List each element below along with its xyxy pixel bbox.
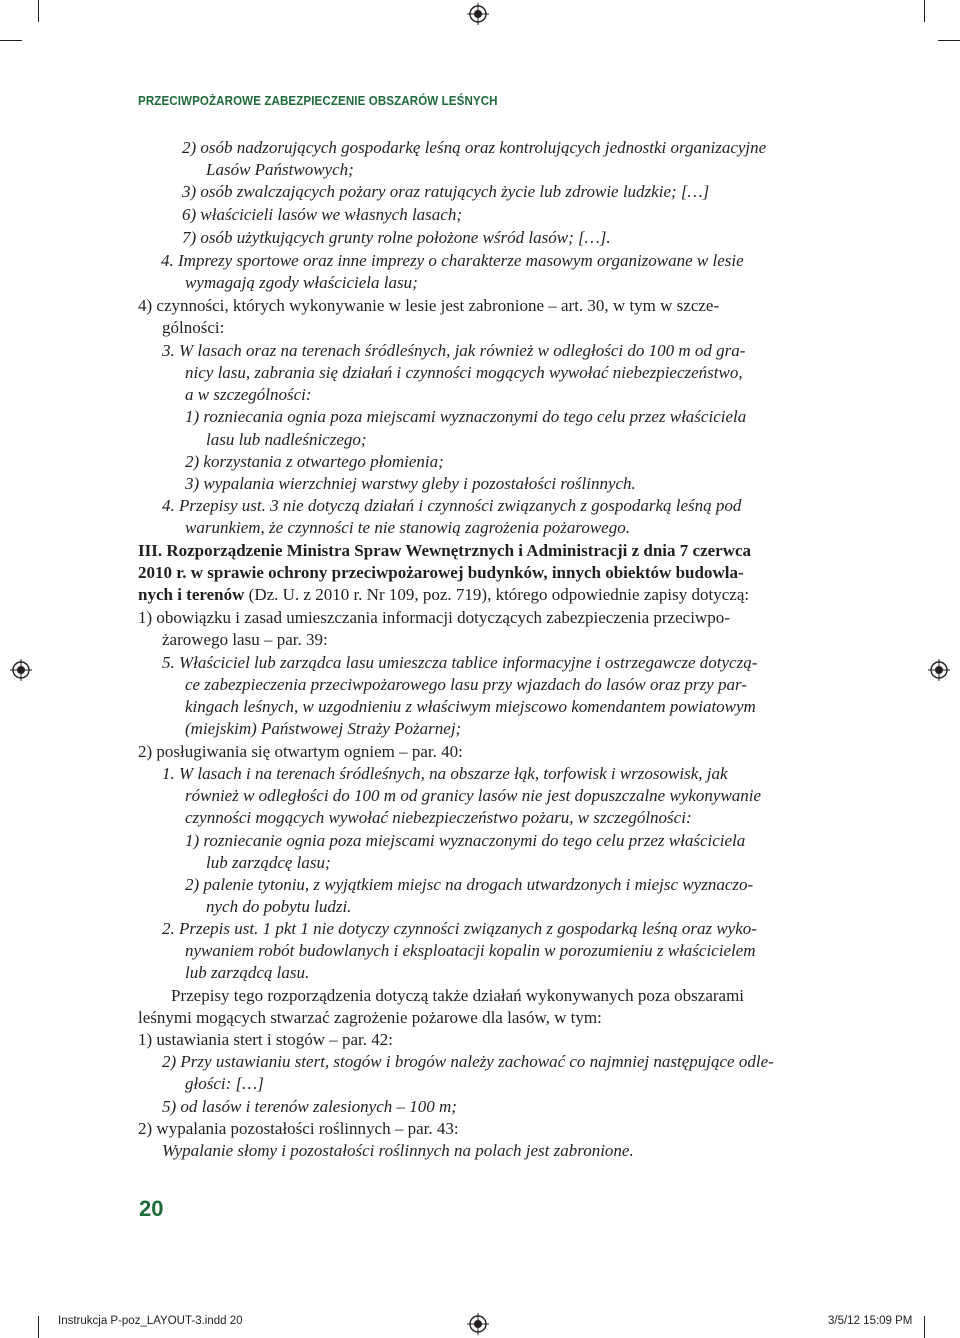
text-line: głości: […] [185,1074,264,1093]
crop-mark [924,0,925,22]
text-line: również w odległości do 100 m od granicy lasów nie jest dopuszczalne wykonywanie [185,786,762,805]
text-line: (miejskim) Państwowej Straży Pożarnej; [185,719,462,738]
text-line: 3) wypalania wierzchniej warstwy gleby i pozostałości roślinnych. [185,474,636,493]
text-line: Lasów Państwowych; [206,160,354,179]
text-line: 6) właścicieli lasów we własnych lasach; [182,205,462,224]
text-line: wymagają zgody właściciela lasu; [185,273,418,292]
text-line: gólności: [162,318,225,337]
text-line: 5. Właściciel lub zarządca lasu umieszcza tablice informacyjne i ostrzegawcze dotyczą- [162,653,758,672]
crop-mark [0,40,22,41]
text-line: 2) posługiwania się otwartym ogniem – par. 40: [138,742,463,761]
text-line [138,584,749,606]
text-line: nicy lasu, zabrania się działań i czynności mogących wywołać niebezpieczeństwo, [185,363,743,382]
law-citation: (Dz. U. z 2010 r. Nr 109, poz. 719), którego odpowiednie zapisy dotyczą: [244,585,750,604]
text-line: ce zabezpieczenia przeciwpożarowego lasu przy wjazdach do lasów oraz przy par- [185,675,747,694]
text-line: 2) Przy ustawianiu stert, stogów i brogów należy zachować co najmniej następujące odle- [162,1052,774,1071]
registration-mark-icon [10,659,32,681]
text-line: 4) czynności, których wykonywanie w lesie jest zabronione – art. 30, w tym w szcze- [138,296,720,315]
text-line: 3) osób zwalczających pożary oraz ratujących życie lub zdrowie ludzkie; […] [182,182,710,201]
text-line: 2) palenie tytoniu, z wyjątkiem miejsc na drogach utwardzonych i miejsc wyznaczo- [185,875,754,894]
text-line: warunkiem, że czynności te nie stanowią zagrożenia pożarowego. [185,518,630,537]
footer-date: 3/5/12 15:09 PM [828,1315,913,1327]
text-line: Przepisy tego rozporządzenia dotyczą także działań wykonywanych poza obszarami [171,986,745,1005]
registration-mark-icon [467,3,489,25]
text-line: kingach leśnych, w uzgodnieniu z właściwym miejscowo komendantem powiatowym [185,697,756,716]
text-line: 4. Imprezy sportowe oraz inne imprezy o charakterze masowym organizowane w lesie [161,251,744,270]
text-line: 3. W lasach oraz na terenach śródleśnych, jak również w odległości do 100 m od gra- [162,341,746,360]
page-number: 20 [139,1196,164,1221]
law-title-end: nych i terenów [138,585,245,604]
text-line: 2) korzystania z otwartego płomienia; [185,452,444,471]
text-line: 1. W lasach i na terenach śródleśnych, na obszarze łąk, torfowisk i wrzosowisk, jak [162,764,728,783]
crop-mark [38,1316,39,1338]
text-line: III. Rozporządzenie Ministra Spraw Wewnętrznych i Administracji z dnia 7 czerwca [138,541,752,560]
text-line: Wypalanie słomy i pozostałości roślinnych na polach jest zabronione. [162,1141,634,1160]
text-line: lub zarządcę lasu; [206,853,331,872]
text-line: 2. Przepis ust. 1 pkt 1 nie dotyczy czynności związanych z gospodarką leśną oraz wyko- [162,919,757,938]
text-line: czynności mogących wywołać niebezpieczeństwo pożaru, w szczególności: [185,808,692,827]
text-line: żarowego lasu – par. 39: [162,630,328,649]
text-line: 1) rozniecania ognia poza miejscami wyznaczonymi do tego celu przez właściciela [185,407,747,426]
crop-mark [938,40,960,41]
footer-slug: Instrukcja P-poz_LAYOUT-3.indd 20 [58,1315,243,1327]
text-line: 5) od lasów i terenów zalesionych – 100 m; [162,1097,457,1116]
crop-mark [924,1316,925,1338]
text-line: a w szczególności: [185,385,312,404]
crop-mark [38,0,39,22]
running-header: PRZECIWPOŻAROWE ZABEZPIECZENIE OBSZARÓW LEŚNYCH [138,94,498,108]
text-line: 2) wypalania pozostałości roślinnych – par. 43: [138,1119,459,1138]
text-line: nych do pobytu ludzi. [206,897,352,916]
text-line: 7) osób użytkujących grunty rolne położone wśród lasów; […]. [182,228,611,247]
text-line: 2) osób nadzorujących gospodarkę leśną oraz kontrolujących jednostki organizacyjne [182,138,767,157]
registration-mark-icon [467,1313,489,1335]
text-line: 2010 r. w sprawie ochrony przeciwpożarowej budynków, innych obiektów budowla- [138,563,744,582]
text-line: lasu lub nadleśniczego; [206,430,367,449]
text-line: leśnymi mogących stwarzać zagrożenie pożarowe dla lasów, w tym: [138,1008,602,1027]
text-line: 4. Przepisy ust. 3 nie dotyczą działań i czynności związanych z gospodarką leśną pod [162,496,742,515]
text-line: 1) rozniecanie ognia poza miejscami wyznaczonymi do tego celu przez właściciela [185,831,746,850]
text-line: lub zarządcą lasu. [185,963,310,982]
registration-mark-icon [928,659,950,681]
text-line: 1) ustawiania stert i stogów – par. 42: [138,1030,393,1049]
text-line: nywaniem robót budowlanych i eksploatacji kopalin w porozumieniu z właścicielem [185,941,756,960]
text-line: 1) obowiązku i zasad umieszczania informacji dotyczących zabezpieczenia przeciwpo- [138,608,730,627]
